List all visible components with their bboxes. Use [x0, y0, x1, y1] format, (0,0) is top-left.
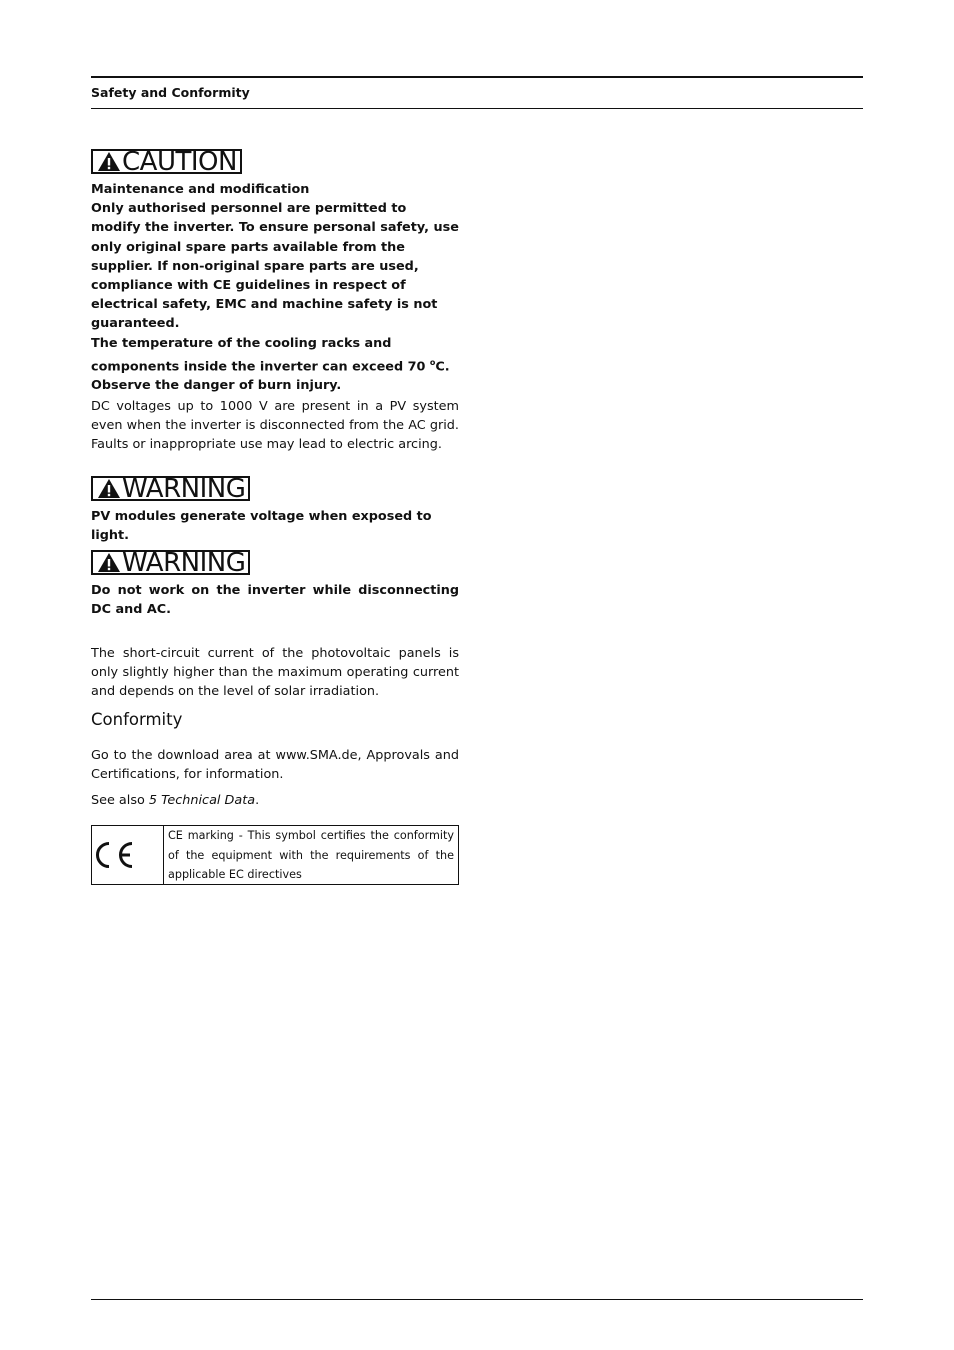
- warning-label-1: [91, 473, 250, 504]
- warning-triangle-icon: [97, 151, 121, 172]
- see-also-line: See also 5 Technical Data.: [91, 793, 260, 808]
- warning-block-1: [91, 473, 459, 545]
- conformity-paragraph: Go to the download area at www.SMA.de, Approvals and Certifications, for information.: [91, 748, 459, 783]
- ce-description: CE marking - This symbol certifies the conformity of the equipment with the requirements of the applicable EC directives: [168, 829, 454, 881]
- warning-signal-word-2: WARNING: [122, 547, 246, 578]
- warning-label-2: [91, 547, 250, 578]
- footer-rule: [91, 1299, 863, 1300]
- warning-triangle-icon: [97, 478, 121, 499]
- ce-marking-table: [91, 825, 459, 885]
- caution-title: Maintenance and modification: [91, 182, 310, 197]
- conformity-heading: Conformity: [91, 710, 183, 729]
- header-bottom-rule: [91, 108, 863, 109]
- caution-label: [91, 146, 242, 177]
- caution-signal-word: CAUTION: [122, 146, 237, 177]
- warning-signal-word-1: WARNING: [122, 473, 246, 504]
- warning-text-1: PV modules generate voltage when exposed to light.: [91, 509, 432, 544]
- short-circuit-paragraph: The short-circuit current of the photovoltaic panels is only slightly higher than the maximum operating current and depends on the level of solar irradiation.: [91, 646, 459, 700]
- warning-block-2: [91, 547, 459, 619]
- dc-voltage-paragraph: DC voltages up to 1000 V are present in a PV system even when the inverter is disconnected from the AC grid. Faults or inappropriate use may lead to electric arcing.: [91, 399, 459, 453]
- warning-triangle-icon: [97, 552, 121, 573]
- ce-symbol-cell: [92, 826, 164, 884]
- header-top-rule: [91, 76, 863, 78]
- ce-mark-icon: [94, 840, 134, 870]
- warning-text-2: Do not work on the inverter while disconnecting DC and AC.: [91, 583, 459, 618]
- technical-data-link[interactable]: 5 Technical Data: [148, 793, 256, 808]
- caution-text-2: The temperature of the cooling racks and components inside the inverter can exceed 70 $^o$C. Observe the danger of burn injury.: [91, 335, 450, 394]
- caution-text-1: Only authorised personnel are permitted to modify the inverter. To ensure personal safety, use only original spare parts available from the supplier. If non-original spare parts are used, compliance with CE guidelines in respect of electrical safety, EMC and machine safety is not guaranteed.: [91, 201, 459, 332]
- caution-block: [91, 146, 459, 396]
- section-title: Safety and Conformity: [91, 85, 250, 100]
